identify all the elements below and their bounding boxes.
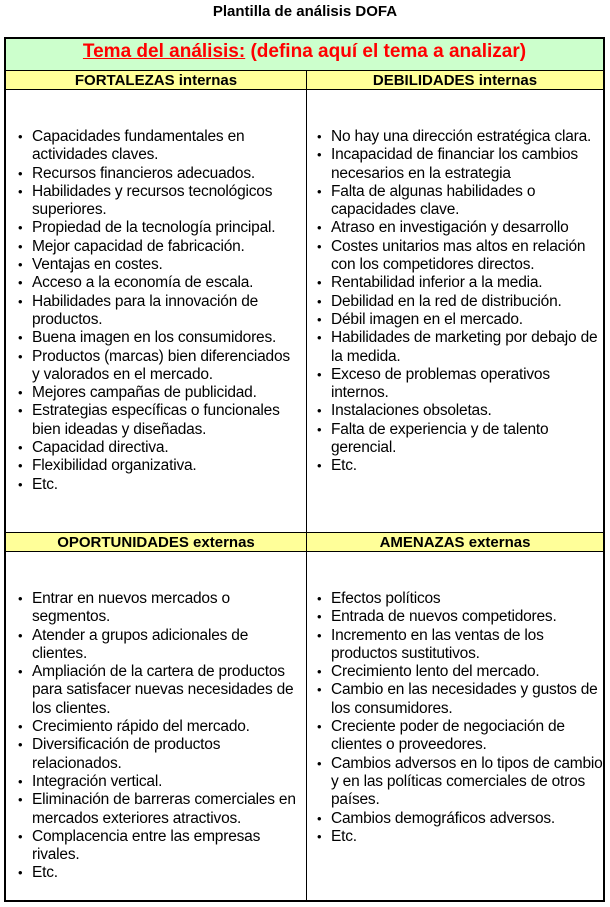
document-title: Plantilla de análisis DOFA xyxy=(212,3,398,20)
list-item: • Incapacidad de financiar los cambios necesarios en la estrategia xyxy=(307,146,603,183)
list-item: • Exceso de problemas operativos internos. xyxy=(307,366,603,403)
list-item: • Complacencia entre las empresas rivales. xyxy=(8,828,306,865)
list-item: • Flexibilidad organizativa. xyxy=(8,457,300,475)
list-item: • Mejor capacidad de fabricación. xyxy=(8,238,300,256)
list-item: • Integración vertical. xyxy=(8,773,306,791)
list-item: • Recursos financieros adecuados. xyxy=(8,165,300,183)
debilidades-list xyxy=(307,128,603,476)
list-item: • Entrada de nuevos competidores. xyxy=(307,608,603,626)
list-item: • Efectos políticos xyxy=(307,590,603,608)
list-item: • Mejores campañas de publicidad. xyxy=(8,384,300,402)
list-item: • Costes unitarios mas altos en relación con los competidores directos. xyxy=(307,238,603,275)
list-item: • Etc. xyxy=(8,476,300,494)
list-item: • Capacidades fundamentales en actividades claves. xyxy=(8,128,300,165)
list-item: • Ventajas en costes. xyxy=(8,256,300,274)
list-item: • Habilidades para la innovación de productos. xyxy=(8,293,300,330)
topic-label: Tema del análisis: xyxy=(82,41,246,62)
list-item: • Diversificación de productos relacionados. xyxy=(8,736,306,773)
list-item: • Productos (marcas) bien diferenciados y valorados en el mercado. xyxy=(8,348,300,385)
list-item: • Atender a grupos adicionales de clientes. xyxy=(8,627,306,664)
fortalezas-list xyxy=(8,128,300,494)
list-item: • Acceso a la economía de escala. xyxy=(8,274,300,292)
oportunidades-list xyxy=(8,590,306,883)
header-debilidades: DEBILIDADES internas xyxy=(307,70,603,90)
header-fortalezas: FORTALEZAS internas xyxy=(6,70,306,90)
list-item: • Cambios demográficos adversos. xyxy=(307,810,603,828)
header-oportunidades: OPORTUNIDADES externas xyxy=(6,532,306,552)
topic-hint: (defina aquí el tema a analizar) xyxy=(245,41,527,62)
list-item: • Creciente poder de negociación de clientes o proveedores. xyxy=(307,718,603,755)
list-item: • Entrar en nuevos mercados o segmentos. xyxy=(8,590,306,627)
list-item: • Cambio en las necesidades y gustos de los consumidores. xyxy=(307,681,603,718)
list-item: • Crecimiento rápido del mercado. xyxy=(8,718,306,736)
column-divider xyxy=(306,70,307,900)
topic-row[interactable] xyxy=(6,39,603,70)
list-item: • Etc. xyxy=(8,864,306,882)
list-item: • Falta de experiencia y de talento gerencial. xyxy=(307,421,603,458)
list-item: • Débil imagen en el mercado. xyxy=(307,311,603,329)
amenazas-cell[interactable] xyxy=(307,590,603,846)
list-item: • Estrategias específicas o funcionales bien ideadas y diseñadas. xyxy=(8,402,300,439)
list-item: • Buena imagen en los consumidores. xyxy=(8,329,300,347)
list-item: • Atraso en investigación y desarrollo xyxy=(307,219,603,237)
list-item: • Eliminación de barreras comerciales en mercados exteriores atractivos. xyxy=(8,791,306,828)
list-item: • Debilidad en la red de distribución. xyxy=(307,293,603,311)
list-item: • Falta de algunas habilidades o capacidades clave. xyxy=(307,183,603,220)
list-item: • Habilidades y recursos tecnológicos superiores. xyxy=(8,183,300,220)
debilidades-cell[interactable] xyxy=(307,128,603,476)
list-item: • No hay una dirección estratégica clara. xyxy=(307,128,603,146)
list-item: • Capacidad directiva. xyxy=(8,439,300,457)
list-item: • Etc. xyxy=(307,457,603,475)
amenazas-list xyxy=(307,590,603,846)
list-item: • Crecimiento lento del mercado. xyxy=(307,663,603,681)
list-item: • Incremento en las ventas de los productos sustitutivos. xyxy=(307,627,603,664)
oportunidades-cell[interactable] xyxy=(8,590,306,883)
list-item: • Ampliación de la cartera de productos para satisfacer nuevas necesidades de los clientes. xyxy=(8,663,306,718)
list-item: • Propiedad de la tecnología principal. xyxy=(8,219,300,237)
list-item: • Rentabilidad inferior a la media. xyxy=(307,274,603,292)
list-item: • Instalaciones obsoletas. xyxy=(307,402,603,420)
list-item: • Cambios adversos en lo tipos de cambio y en las políticas comerciales de otros países. xyxy=(307,755,603,810)
header-amenazas: AMENAZAS externas xyxy=(307,532,603,552)
list-item: • Habilidades de marketing por debajo de la medida. xyxy=(307,329,603,366)
list-item: • Etc. xyxy=(307,828,603,846)
dofa-table xyxy=(4,37,605,902)
fortalezas-cell[interactable] xyxy=(8,128,306,494)
